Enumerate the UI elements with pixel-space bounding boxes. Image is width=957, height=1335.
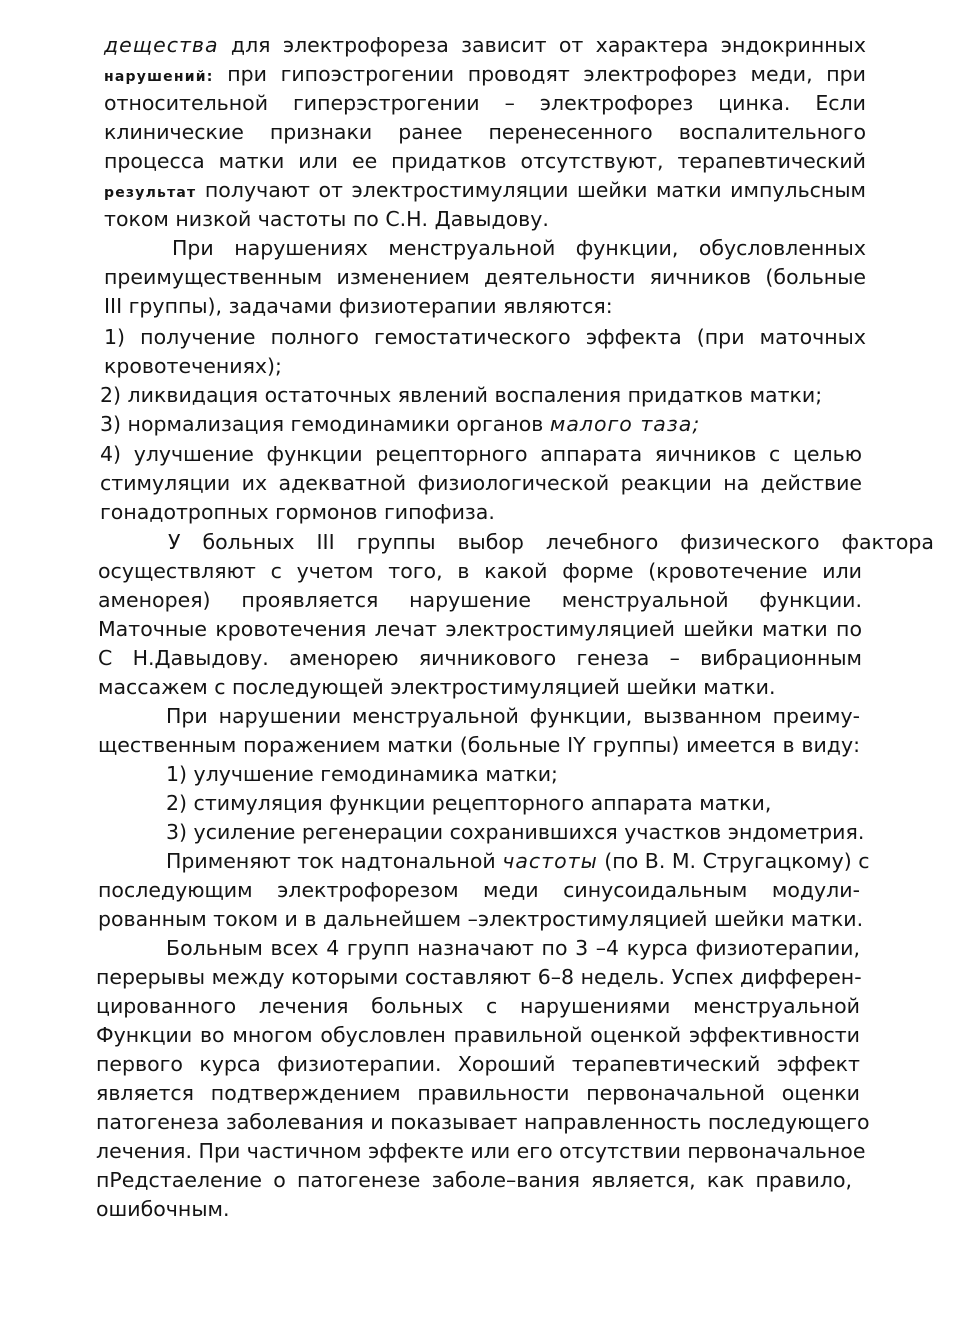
line-text: гонадотропных гормонов гипофиза. — [100, 500, 495, 524]
text-line — [98, 673, 862, 702]
line-text: для электрофореза зависит от характера эндокринных — [218, 33, 866, 57]
line-text: кровотечениях); — [104, 354, 282, 378]
text-line — [100, 498, 862, 527]
text-line — [96, 963, 860, 992]
line-text: 3) нормализация гемодинамики органов — [100, 412, 550, 436]
text-line — [96, 1021, 860, 1050]
line-text: перерывы между которыми составляют 6–8 недель. Успех дифферен- — [96, 965, 862, 989]
text-line — [98, 876, 860, 905]
text-line — [98, 586, 862, 615]
line-text: При нарушении менструальной функции, вызванном преиму- — [166, 704, 860, 728]
text-line — [104, 176, 866, 205]
line-text: III группы), задачами физиотерапии являются: — [104, 294, 613, 318]
line-text: Больным всех 4 групп назначают по 3 –4 курса физиотерапии, — [166, 936, 860, 960]
text-line — [104, 89, 866, 118]
line-text: массажем с последующей электростимуляцией шейки матки. — [98, 675, 776, 699]
text-line — [100, 469, 862, 498]
line-text: получают от электростимуляции шейки матки импульсным — [196, 178, 866, 202]
line-text: 3) усиление регенерации сохранившихся участков эндометрия. — [166, 820, 865, 844]
text-line — [166, 702, 860, 731]
line-text: током низкой частоты по С.Н. Давыдову. — [104, 207, 549, 231]
text-line — [168, 528, 934, 557]
line-text: пРедстаеление о патогенезе заболе–вания является, как правило, — [96, 1168, 852, 1192]
line-text: щественным поражением матки (больные IY группы) имеется в виду: — [98, 733, 860, 757]
text-line — [98, 905, 864, 934]
text-line — [104, 323, 866, 352]
line-text: рованным током и в дальнейшем –электростимуляцией шейки матки. — [98, 907, 864, 931]
spaced-text: нарушений: — [104, 69, 214, 85]
line-text: при гипоэстрогении проводят электрофорез меди, при — [213, 62, 866, 86]
spaced-text: результат — [104, 185, 197, 201]
text-line — [96, 1050, 860, 1079]
text-line — [166, 818, 865, 847]
line-text: С Н.Давыдову. аменорею яичникового генеза – вибрационным — [98, 646, 862, 670]
text-line — [166, 847, 870, 876]
text-line — [100, 410, 866, 439]
text-line — [104, 31, 866, 60]
italic-text: частоты — [502, 849, 598, 873]
italic-text: малого таза; — [549, 412, 701, 436]
text-line — [98, 731, 860, 760]
text-line — [166, 789, 860, 818]
text-line — [96, 1166, 852, 1195]
line-text: является подтверждением правильности первоначальной оценки — [96, 1081, 860, 1105]
line-text: 4) улучшение функции рецепторного аппарата яичников с целью — [100, 442, 862, 466]
text-line — [104, 118, 866, 147]
line-text: ошибочным. — [96, 1197, 230, 1221]
text-line — [172, 234, 866, 263]
text-line — [166, 934, 860, 963]
line-text: Применяют ток надтональной — [166, 849, 503, 873]
line-text: первого курса физиотерапии. Хороший терапевтический эффект — [96, 1052, 860, 1076]
line-text: стимуляции их адекватной физиологической реакции на действие — [100, 471, 862, 495]
text-line — [100, 381, 866, 410]
line-text: Маточные кровотечения лечат электростимуляцией шейки матки по — [98, 617, 862, 641]
text-line — [96, 992, 860, 1021]
line-text: осуществляют с учетом того, в какой форме (кровотечение или — [98, 559, 862, 583]
line-text: последующим электрофорезом меди синусоидальным модули- — [98, 878, 860, 902]
line-text: клинические признаки ранее перенесенного воспалительного — [104, 120, 866, 144]
line-text: 2) ликвидация остаточных явлений воспаления придатков матки; — [100, 383, 823, 407]
line-text: 1) улучшение гемодинамика матки; — [166, 762, 558, 786]
text-line — [104, 263, 866, 292]
line-text: относительной гиперэстрогении – электрофорез цинка. Если — [104, 91, 866, 115]
text-line — [98, 615, 862, 644]
text-line — [104, 352, 866, 381]
line-text: 2) стимуляция функции рецепторного аппарата матки, — [166, 791, 772, 815]
line-text: патогенеза заболевания и показывает направленность последующего — [96, 1110, 870, 1134]
text-line — [96, 1195, 858, 1224]
line-text: (по В. М. Стругацкому) с — [597, 849, 870, 873]
text-line — [166, 760, 860, 789]
text-line — [104, 205, 866, 234]
italic-text: дещества — [104, 33, 219, 57]
text-line — [96, 1137, 866, 1166]
text-line — [104, 292, 866, 321]
text-line — [98, 644, 862, 673]
text-line — [98, 557, 862, 586]
line-text: лечения. При частичном эффекте или его отсутствии первоначальное — [96, 1139, 866, 1163]
text-line — [100, 440, 862, 469]
line-text: Функции во многом обусловлен правильной оценкой эффективности — [96, 1023, 860, 1047]
line-text: преимущественным изменением деятельности яичников (больные — [104, 265, 866, 289]
line-text: 1) получение полного гемостатического эффекта (при маточных — [104, 325, 866, 349]
text-line — [104, 147, 866, 176]
text-line — [96, 1079, 860, 1108]
line-text: процесса матки или ее придатков отсутствуют, терапевтический — [104, 149, 866, 173]
line-text: аменорея) проявляется нарушение менструальной функции. — [98, 588, 862, 612]
text-line — [104, 60, 866, 89]
line-text: цированного лечения больных с нарушениями менструальной — [96, 994, 860, 1018]
line-text: У больных III группы выбор лечебного физического фактора — [168, 530, 934, 554]
line-text: При нарушениях менструальной функции, обусловленных — [172, 236, 866, 260]
text-line — [96, 1108, 870, 1137]
